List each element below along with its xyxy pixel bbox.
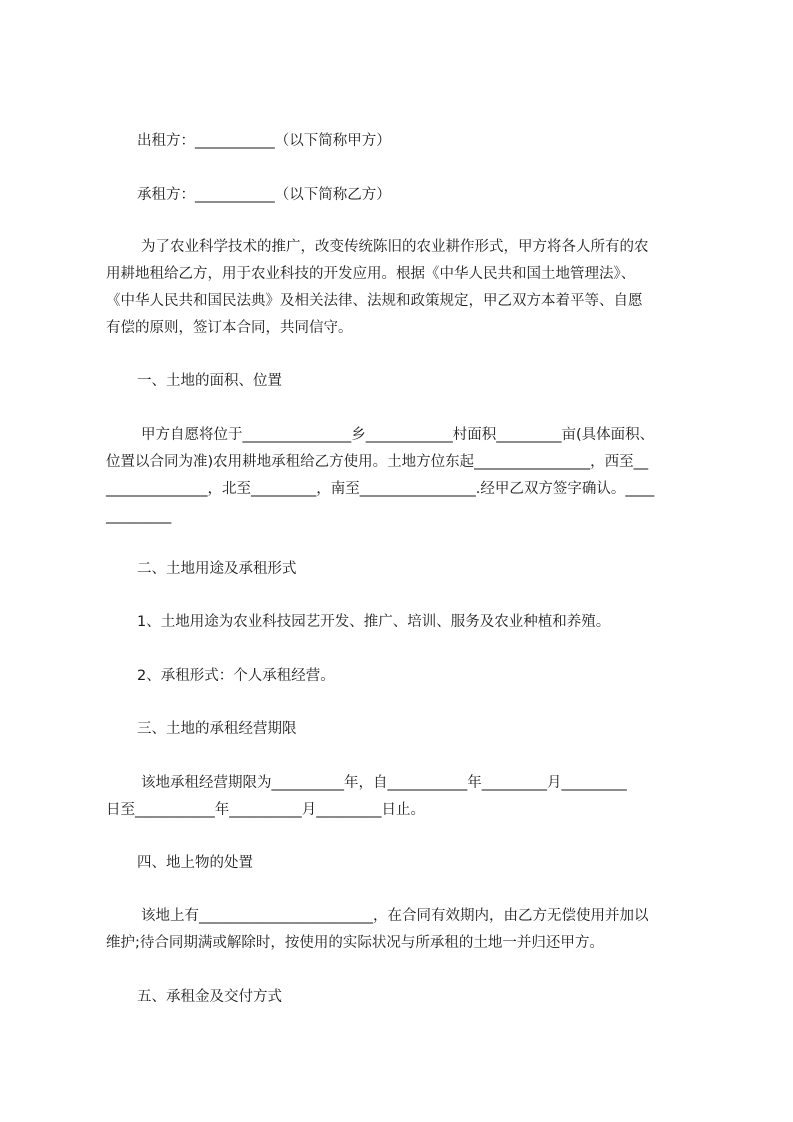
section2-item-2: 2、承租形式：个人承租经营。 (137, 668, 335, 684)
section1-title: 一、土地的面积、位置 (137, 373, 282, 389)
lessee-line: 承租方：___________（以下简称乙方） (137, 187, 391, 203)
section1-line-3: ______________，北至_________，南至________________.经甲乙双方签字确认。____ (106, 481, 655, 497)
section2-title: 二、土地用途及承租形式 (137, 561, 297, 577)
preamble-line-3: 《中华人民共和国民法典》及相关法律、法规和政策规定，甲乙双方本着平等、自愿 (106, 293, 643, 309)
section4-line-1: 该地上有________________________，在合同有效期内，由乙方无偿使用并加以 (141, 908, 649, 924)
lessor-line: 出租方：___________（以下简称甲方） (137, 133, 391, 149)
preamble-line-1: 为了农业科学技术的推广，改变传统陈旧的农业耕作形式，甲方将各人所有的农 (141, 239, 649, 255)
section5-title: 五、承租金及交付方式 (137, 989, 282, 1005)
section1-line-4: _________ (106, 508, 172, 524)
section1-line-2: 位置以合同为准)农用耕地承租给乙方使用。土地方位东起________________，西至__ (106, 454, 649, 470)
section1-line-1: 甲方自愿将位于_______________乡____________村面积_________亩(具体面积、 (141, 427, 655, 443)
section3-title: 三、土地的承租经营期限 (137, 721, 297, 737)
section3-line-2: 日至___________年__________月_________日止。 (106, 802, 425, 818)
section2-item-1: 1、土地用途为农业科技园艺开发、推广、培训、服务及农业种植和养殖。 (137, 614, 611, 630)
preamble-line-2: 用耕地租给乙方，用于农业科技的开发应用。根据《中华人民共和国土地管理法》、 (106, 266, 636, 282)
preamble-line-4: 有偿的原则，签订本合同，共同信守。 (106, 320, 353, 336)
section4-title: 四、地上物的处置 (137, 855, 253, 871)
section3-line-1: 该地承租经营期限为__________年，自___________年_________月_________ (141, 775, 627, 791)
section4-line-2: 维护;待合同期满或解除时，按使用的实际状况与所承租的土地一并归还甲方。 (106, 935, 604, 951)
